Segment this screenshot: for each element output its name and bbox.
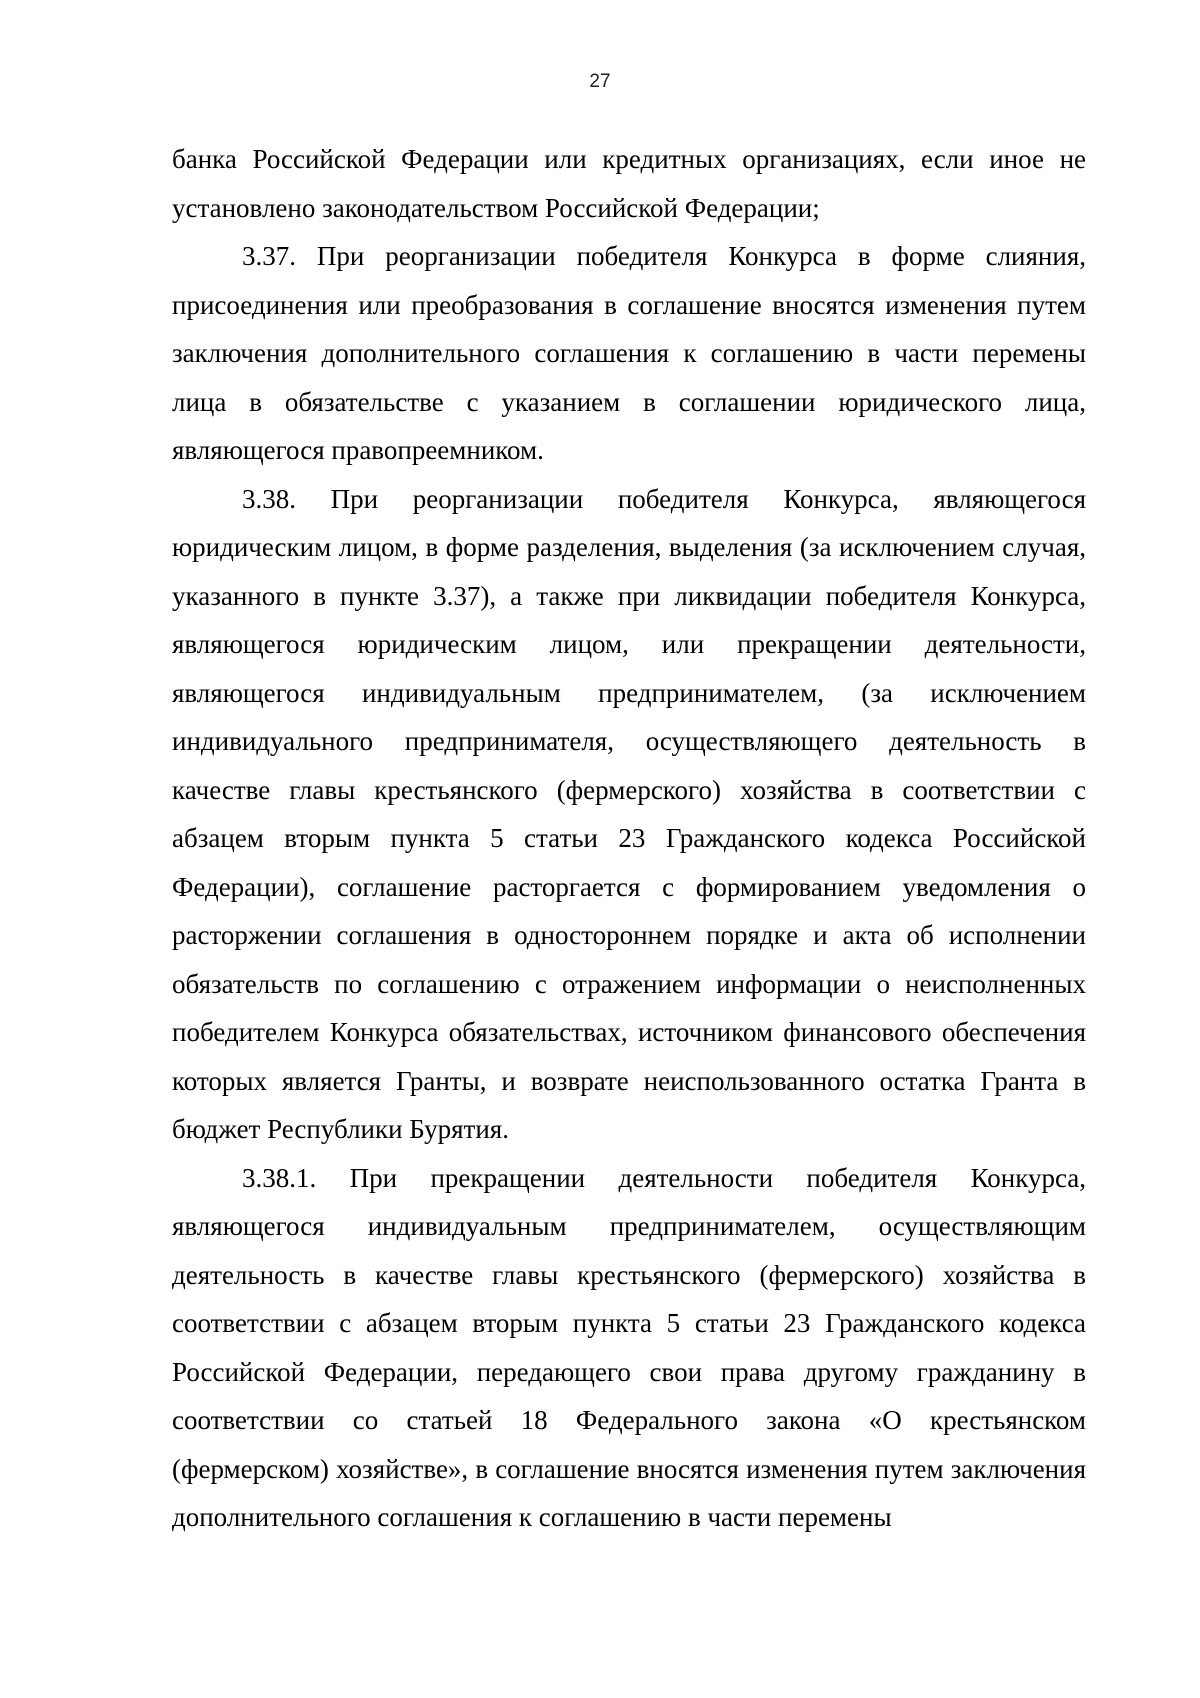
paragraph-3-38: 3.38. При реорганизации победителя Конкурса, являющегося юридическим лицом, в форме разделения, выделения (за исключением случая, указанного в пункте 3.37), а также при ликвидации победителя Конкурса, являющегося юридическим лицом, или прекращении деятельности, являющегося индивидуальным предпринимателем, (за исключением индивидуального предпринимателя, осуществляющего деятельность в качестве главы крестьянского (фермерского) хозяйства в соответствии с абзацем вторым пункта 5 статьи 23 Гражданского кодекса Российской Федерации), соглашение расторгается с формированием уведомления о расторжении соглашения в одностороннем порядке и акта об исполнении обязательств по соглашению с отражением информации о неисполненных победителем Конкурса обязательствах, источником финансового обеспечения которых является Гранты, и возврате неиспользованного остатка Гранта в бюджет Республики Бурятия. [172, 483, 1086, 1144]
page-number: 27 [589, 71, 611, 92]
paragraph-continuation: банка Российской Федерации или кредитных организациях, если иное не установлено законодательством Российской Федерации; [172, 144, 1086, 223]
paragraph-3-37: 3.37. При реорганизации победителя Конкурса в форме слияния, присоединения или преобразования в соглашение вносятся изменения путем заключения дополнительного соглашения к соглашению в части перемены лица в обязательстве с указанием в соглашении юридического лица, являющегося правопреемником. [172, 241, 1086, 465]
paragraph-3-38-1: 3.38.1. При прекращении деятельности победителя Конкурса, являющегося индивидуальным предпринимателем, осуществляющим деятельность в качестве главы крестьянского (фермерского) хозяйства в соответствии с абзацем вторым пункта 5 статьи 23 Гражданского кодекса Российской Федерации, передающего свои права другому гражданину в соответствии со статьей 18 Федерального закона «О крестьянском (фермерском) хозяйстве», в соглашение вносятся изменения путем заключения дополнительного соглашения к соглашению в части перемены [172, 1162, 1086, 1532]
document-body [172, 135, 1086, 1542]
